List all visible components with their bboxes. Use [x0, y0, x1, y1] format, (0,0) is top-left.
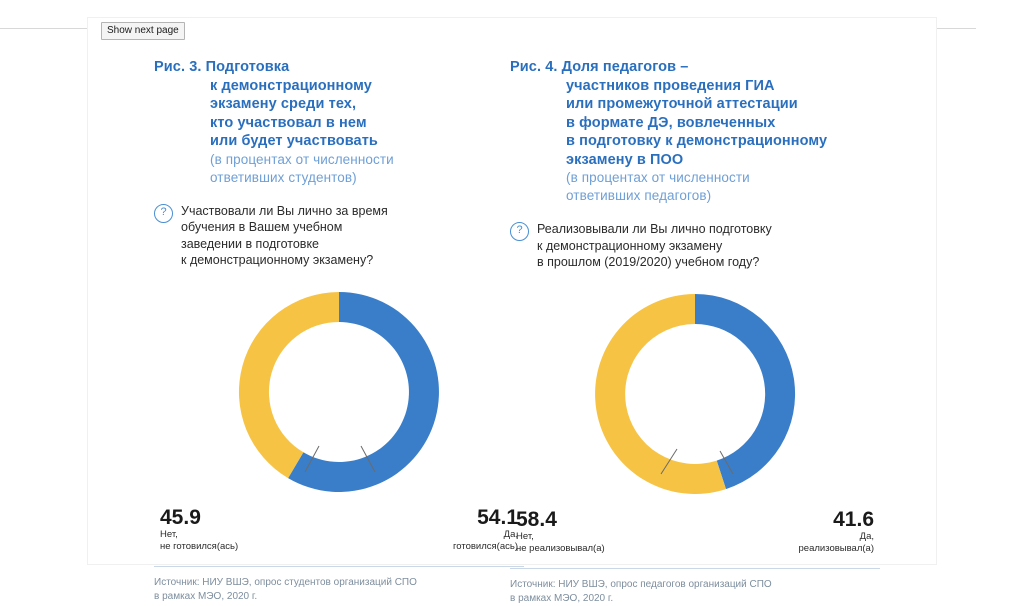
- figure-4-title-line-2: участников проведения ГИА: [566, 77, 775, 94]
- figure-4-question-line-2: к демонстрационному экзамену: [537, 238, 723, 253]
- figure-4-value-no: [516, 508, 605, 555]
- figure-4-title-line-5: в подготовку к демонстрационному: [566, 133, 828, 149]
- figure-4-question-line-1: Реализовывали ли Вы лично подготовку: [537, 222, 772, 236]
- figure-3-title-line-5: или будет участвовать: [210, 133, 378, 149]
- figure-4-values: [510, 508, 880, 554]
- figure-3-slice-no-yellow: [239, 292, 339, 478]
- figure-4-title: [510, 58, 880, 205]
- figure-3-subtitle-line-2: ответивших студентов): [210, 169, 357, 185]
- header-rule-left: [0, 28, 92, 29]
- figure-4-subtitle-line-2: ответивших педагогов): [566, 188, 712, 203]
- figure-3-question-text: [181, 203, 388, 269]
- figure-4-title-line-4: в формате ДЭ, вовлеченных: [566, 114, 776, 131]
- figure-4-question-text: [537, 221, 772, 271]
- figure-3-question: [154, 203, 524, 269]
- figure-3-value-yes-label-1: Да,: [503, 528, 518, 540]
- figure-3-question-line-1: Участвовали ли Вы лично за время: [181, 203, 388, 218]
- document-page: [88, 18, 936, 604]
- figure-4-title-line-1: Рис. 4. Доля педагогов –: [510, 59, 689, 75]
- figure-3-value-no-label-1: Нет,: [160, 528, 178, 540]
- figure-4-donut-chart: [565, 291, 825, 506]
- figure-3-values: [154, 506, 524, 552]
- figure-3-question-line-3: заведении в подготовке: [181, 236, 320, 251]
- figure-3-block: [154, 58, 524, 604]
- figure-4-source-line-1: Источник: НИУ ВШЭ, опрос педагогов организаций СПО: [510, 578, 772, 590]
- figure-4-block: [510, 58, 880, 606]
- figure-4-value-yes-number: 41.6: [833, 507, 874, 531]
- figure-3-value-no-number: 45.9: [160, 505, 201, 529]
- figure-4-question: [510, 221, 880, 271]
- figure-4-value-yes: [799, 508, 875, 555]
- figure-3-value-no: [160, 506, 238, 553]
- figure-4-slice-yes-blue: [695, 293, 795, 488]
- left-margin: [0, 0, 88, 574]
- figure-4-title-line-3: или промежуточной аттестации: [566, 96, 798, 112]
- figure-3-value-yes-number: 54.1: [477, 505, 518, 529]
- figure-4-source-line-2: в рамках МЭО, 2020 г.: [510, 592, 614, 604]
- figure-4-title-line-6: экзамену в ПОО: [566, 151, 684, 168]
- figure-4-value-no-label-1: Нет,: [516, 530, 534, 542]
- right-margin: [936, 0, 1024, 574]
- figure-3-value-yes-label-2: готовился(ась): [453, 540, 518, 552]
- figure-4-value-no-number: 58.4: [516, 507, 557, 531]
- figure-3-value-yes: [453, 506, 518, 553]
- figure-3-title-line-1: Рис. 3. Подготовка: [154, 59, 290, 75]
- figure-3-source-line-2: в рамках МЭО, 2020 г.: [154, 590, 258, 602]
- figure-4-source: [510, 568, 880, 606]
- question-mark-icon: ?: [154, 204, 173, 223]
- figure-3-question-line-2: обучения в Вашем учебном: [181, 220, 343, 234]
- figure-3-source: [154, 566, 524, 604]
- figure-3-source-line-1: Источник: НИУ ВШЭ, опрос студентов организаций СПО: [154, 576, 417, 588]
- figure-4-value-yes-label-1: Да,: [859, 530, 874, 542]
- figure-4-donut-svg: [565, 291, 825, 506]
- figure-4-subtitle-line-1: (в процентах от численности: [566, 170, 750, 185]
- figure-4-question-line-3: в прошлом (2019/2020) учебном году?: [537, 255, 760, 269]
- figure-3-donut-svg: [209, 289, 469, 504]
- question-mark-icon: ?: [510, 222, 529, 241]
- figure-3-title-line-4: кто участвовал в нем: [210, 114, 367, 131]
- figure-3-title-line-2: к демонстрационному: [210, 77, 372, 94]
- figure-4-value-yes-label-2: реализовывал(а): [798, 542, 874, 554]
- figure-3-title-line-3: экзамену среди тех,: [210, 96, 357, 112]
- figure-3-value-no-label-2: не готовился(ась): [160, 540, 239, 552]
- figure-3-question-line-4: к демонстрационному экзамену?: [181, 253, 374, 267]
- figure-4-value-no-label-2: не реализовывал(а): [516, 542, 605, 554]
- figure-3-donut-chart: [209, 289, 469, 504]
- figure-3-title: [154, 58, 524, 187]
- figure-3-subtitle-line-1: (в процентах от численности: [210, 151, 394, 167]
- show-next-page-button[interactable]: Show next page: [101, 22, 185, 40]
